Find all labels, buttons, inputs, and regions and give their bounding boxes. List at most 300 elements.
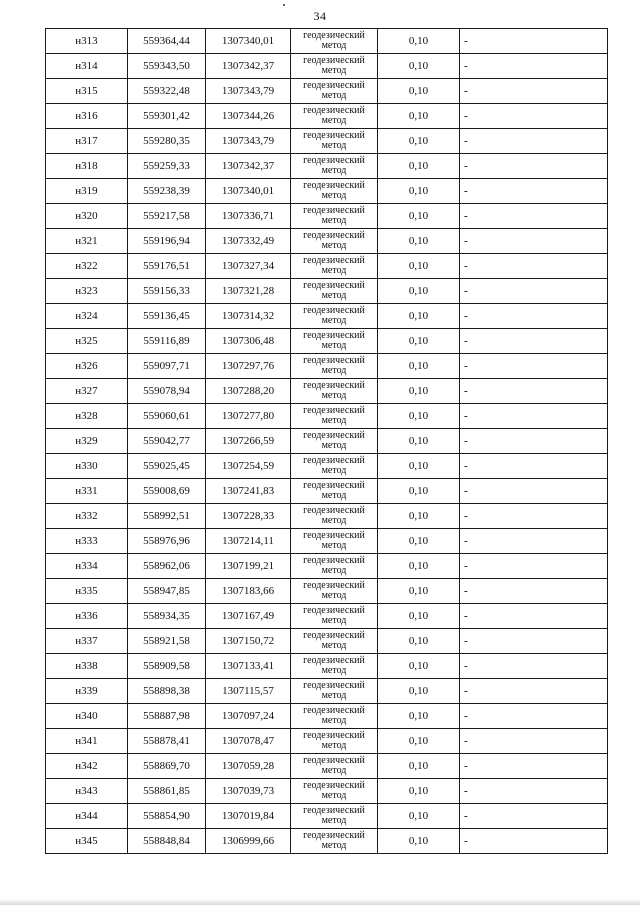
x-coordinate-cell: 559060,61 xyxy=(128,404,206,429)
method-cell xyxy=(291,329,378,354)
x-coordinate-cell: 558869,70 xyxy=(128,754,206,779)
method-line-1: геодезический xyxy=(303,730,365,741)
method-line-1: геодезический xyxy=(303,355,365,366)
method-cell xyxy=(291,754,378,779)
point-number-cell: н324 xyxy=(46,304,128,329)
table-row xyxy=(46,729,608,754)
note-cell: - xyxy=(460,129,608,154)
accuracy-cell: 0,10 xyxy=(378,229,460,254)
point-number-cell: н323 xyxy=(46,279,128,304)
point-number-cell: н326 xyxy=(46,354,128,379)
y-coordinate-cell: 1307254,59 xyxy=(206,454,291,479)
point-number-cell: н330 xyxy=(46,454,128,479)
x-coordinate-cell: 558854,90 xyxy=(128,804,206,829)
note-cell: - xyxy=(460,154,608,179)
method-line-2: метод xyxy=(321,215,347,226)
method-cell xyxy=(291,554,378,579)
table-row xyxy=(46,629,608,654)
method-line-1: геодезический xyxy=(303,505,365,516)
method-line-1: геодезический xyxy=(303,405,365,416)
method-cell xyxy=(291,629,378,654)
point-number-cell: н337 xyxy=(46,629,128,654)
method-line-1: геодезический xyxy=(303,280,365,291)
accuracy-cell: 0,10 xyxy=(378,279,460,304)
page-bottom-edge xyxy=(0,899,640,905)
accuracy-cell: 0,10 xyxy=(378,29,460,54)
accuracy-cell: 0,10 xyxy=(378,329,460,354)
y-coordinate-cell: 1306999,66 xyxy=(206,829,291,854)
y-coordinate-cell: 1307297,76 xyxy=(206,354,291,379)
table-row xyxy=(46,254,608,279)
accuracy-cell: 0,10 xyxy=(378,529,460,554)
table-row xyxy=(46,79,608,104)
point-number-cell: н317 xyxy=(46,129,128,154)
method-line-2: метод xyxy=(321,315,347,326)
accuracy-cell: 0,10 xyxy=(378,354,460,379)
method-line-1: геодезический xyxy=(303,255,365,266)
note-cell: - xyxy=(460,754,608,779)
note-cell: - xyxy=(460,629,608,654)
x-coordinate-cell: 559364,44 xyxy=(128,29,206,54)
table-row xyxy=(46,829,608,854)
x-coordinate-cell: 558887,98 xyxy=(128,704,206,729)
method-line-1: геодезический xyxy=(303,805,365,816)
method-cell xyxy=(291,804,378,829)
point-number-cell: н328 xyxy=(46,404,128,429)
method-line-1: геодезический xyxy=(303,530,365,541)
method-line-2: метод xyxy=(321,490,347,501)
point-number-cell: н327 xyxy=(46,379,128,404)
note-cell: - xyxy=(460,529,608,554)
method-line-2: метод xyxy=(321,390,347,401)
x-coordinate-cell: 559097,71 xyxy=(128,354,206,379)
method-line-1: геодезический xyxy=(303,180,365,191)
method-line-1: геодезический xyxy=(303,105,365,116)
method-line-2: метод xyxy=(321,465,347,476)
x-coordinate-cell: 559238,39 xyxy=(128,179,206,204)
y-coordinate-cell: 1307150,72 xyxy=(206,629,291,654)
method-line-1: геодезический xyxy=(303,705,365,716)
note-cell: - xyxy=(460,329,608,354)
method-cell xyxy=(291,529,378,554)
note-cell: - xyxy=(460,504,608,529)
accuracy-cell: 0,10 xyxy=(378,779,460,804)
y-coordinate-cell: 1307336,71 xyxy=(206,204,291,229)
y-coordinate-cell: 1307343,79 xyxy=(206,129,291,154)
note-cell: - xyxy=(460,579,608,604)
x-coordinate-cell: 558861,85 xyxy=(128,779,206,804)
y-coordinate-cell: 1307266,59 xyxy=(206,429,291,454)
method-line-1: геодезический xyxy=(303,455,365,466)
method-cell xyxy=(291,104,378,129)
method-line-1: геодезический xyxy=(303,330,365,341)
table-row xyxy=(46,404,608,429)
note-cell: - xyxy=(460,829,608,854)
method-line-2: метод xyxy=(321,740,347,751)
table-row xyxy=(46,379,608,404)
point-number-cell: н340 xyxy=(46,704,128,729)
note-cell: - xyxy=(460,554,608,579)
method-cell xyxy=(291,404,378,429)
x-coordinate-cell: 559136,45 xyxy=(128,304,206,329)
method-line-1: геодезический xyxy=(303,230,365,241)
method-line-2: метод xyxy=(321,115,347,126)
y-coordinate-cell: 1307342,37 xyxy=(206,54,291,79)
point-number-cell: н341 xyxy=(46,729,128,754)
accuracy-cell: 0,10 xyxy=(378,179,460,204)
note-cell: - xyxy=(460,679,608,704)
accuracy-cell: 0,10 xyxy=(378,154,460,179)
note-cell: - xyxy=(460,354,608,379)
accuracy-cell: 0,10 xyxy=(378,654,460,679)
y-coordinate-cell: 1307332,49 xyxy=(206,229,291,254)
x-coordinate-cell: 559343,50 xyxy=(128,54,206,79)
method-cell xyxy=(291,154,378,179)
coordinates-table xyxy=(45,28,608,854)
note-cell: - xyxy=(460,204,608,229)
method-line-2: метод xyxy=(321,40,347,51)
point-number-cell: н315 xyxy=(46,79,128,104)
accuracy-cell: 0,10 xyxy=(378,629,460,654)
method-line-1: геодезический xyxy=(303,55,365,66)
note-cell: - xyxy=(460,604,608,629)
x-coordinate-cell: 559042,77 xyxy=(128,429,206,454)
table-row xyxy=(46,179,608,204)
y-coordinate-cell: 1307288,20 xyxy=(206,379,291,404)
method-line-1: геодезический xyxy=(303,655,365,666)
method-line-2: метод xyxy=(321,165,347,176)
note-cell: - xyxy=(460,179,608,204)
note-cell: - xyxy=(460,79,608,104)
method-cell xyxy=(291,54,378,79)
note-cell: - xyxy=(460,804,608,829)
method-line-2: метод xyxy=(321,615,347,626)
point-number-cell: н345 xyxy=(46,829,128,854)
accuracy-cell: 0,10 xyxy=(378,304,460,329)
method-line-1: геодезический xyxy=(303,480,365,491)
method-cell xyxy=(291,179,378,204)
x-coordinate-cell: 559259,33 xyxy=(128,154,206,179)
method-line-2: метод xyxy=(321,340,347,351)
note-cell: - xyxy=(460,229,608,254)
accuracy-cell: 0,10 xyxy=(378,104,460,129)
method-cell xyxy=(291,479,378,504)
method-cell xyxy=(291,279,378,304)
point-number-cell: н333 xyxy=(46,529,128,554)
y-coordinate-cell: 1307214,11 xyxy=(206,529,291,554)
accuracy-cell: 0,10 xyxy=(378,554,460,579)
y-coordinate-cell: 1307097,24 xyxy=(206,704,291,729)
method-cell xyxy=(291,429,378,454)
x-coordinate-cell: 559301,42 xyxy=(128,104,206,129)
accuracy-cell: 0,10 xyxy=(378,204,460,229)
method-line-2: метод xyxy=(321,640,347,651)
method-line-1: геодезический xyxy=(303,380,365,391)
point-number-cell: н318 xyxy=(46,154,128,179)
method-line-1: геодезический xyxy=(303,755,365,766)
y-coordinate-cell: 1307340,01 xyxy=(206,29,291,54)
method-line-2: метод xyxy=(321,290,347,301)
method-line-2: метод xyxy=(321,140,347,151)
table-row xyxy=(46,129,608,154)
y-coordinate-cell: 1307277,80 xyxy=(206,404,291,429)
note-cell: - xyxy=(460,379,608,404)
y-coordinate-cell: 1307306,48 xyxy=(206,329,291,354)
x-coordinate-cell: 559322,48 xyxy=(128,79,206,104)
table-row xyxy=(46,754,608,779)
method-line-2: метод xyxy=(321,240,347,251)
method-cell xyxy=(291,304,378,329)
accuracy-cell: 0,10 xyxy=(378,129,460,154)
page-number: 34 xyxy=(313,9,327,23)
x-coordinate-cell: 558962,06 xyxy=(128,554,206,579)
table-row xyxy=(46,679,608,704)
method-line-1: геодезический xyxy=(303,630,365,641)
note-cell: - xyxy=(460,54,608,79)
x-coordinate-cell: 559078,94 xyxy=(128,379,206,404)
method-line-1: геодезический xyxy=(303,155,365,166)
x-coordinate-cell: 558947,85 xyxy=(128,579,206,604)
method-line-1: геодезический xyxy=(303,605,365,616)
y-coordinate-cell: 1307115,57 xyxy=(206,679,291,704)
accuracy-cell: 0,10 xyxy=(378,404,460,429)
method-cell xyxy=(291,779,378,804)
accuracy-cell: 0,10 xyxy=(378,804,460,829)
accuracy-cell: 0,10 xyxy=(378,729,460,754)
note-cell: - xyxy=(460,279,608,304)
y-coordinate-cell: 1307228,33 xyxy=(206,504,291,529)
point-number-cell: н329 xyxy=(46,429,128,454)
method-line-2: метод xyxy=(321,565,347,576)
note-cell: - xyxy=(460,704,608,729)
method-line-2: метод xyxy=(321,515,347,526)
method-cell xyxy=(291,829,378,854)
x-coordinate-cell: 558898,38 xyxy=(128,679,206,704)
y-coordinate-cell: 1307314,32 xyxy=(206,304,291,329)
table-row xyxy=(46,354,608,379)
method-cell xyxy=(291,504,378,529)
point-number-cell: н344 xyxy=(46,804,128,829)
y-coordinate-cell: 1307342,37 xyxy=(206,154,291,179)
method-cell xyxy=(291,604,378,629)
note-cell: - xyxy=(460,429,608,454)
method-cell xyxy=(291,729,378,754)
method-line-2: метод xyxy=(321,90,347,101)
y-coordinate-cell: 1307059,28 xyxy=(206,754,291,779)
accuracy-cell: 0,10 xyxy=(378,429,460,454)
accuracy-cell: 0,10 xyxy=(378,479,460,504)
accuracy-cell: 0,10 xyxy=(378,754,460,779)
point-number-cell: н314 xyxy=(46,54,128,79)
table-row xyxy=(46,554,608,579)
method-line-1: геодезический xyxy=(303,30,365,41)
accuracy-cell: 0,10 xyxy=(378,704,460,729)
x-coordinate-cell: 559156,33 xyxy=(128,279,206,304)
method-cell xyxy=(291,679,378,704)
method-cell xyxy=(291,29,378,54)
method-line-1: геодезический xyxy=(303,80,365,91)
method-line-2: метод xyxy=(321,415,347,426)
table-row xyxy=(46,329,608,354)
method-line-2: метод xyxy=(321,365,347,376)
x-coordinate-cell: 559025,45 xyxy=(128,454,206,479)
method-line-1: геодезический xyxy=(303,830,365,841)
note-cell: - xyxy=(460,729,608,754)
y-coordinate-cell: 1307039,73 xyxy=(206,779,291,804)
method-cell xyxy=(291,654,378,679)
y-coordinate-cell: 1307183,66 xyxy=(206,579,291,604)
method-cell xyxy=(291,254,378,279)
x-coordinate-cell: 558992,51 xyxy=(128,504,206,529)
y-coordinate-cell: 1307321,28 xyxy=(206,279,291,304)
method-cell xyxy=(291,204,378,229)
method-line-2: метод xyxy=(321,190,347,201)
point-number-cell: н334 xyxy=(46,554,128,579)
method-cell xyxy=(291,79,378,104)
x-coordinate-cell: 558976,96 xyxy=(128,529,206,554)
note-cell: - xyxy=(460,654,608,679)
x-coordinate-cell: 559116,89 xyxy=(128,329,206,354)
note-cell: - xyxy=(460,254,608,279)
x-coordinate-cell: 559008,69 xyxy=(128,479,206,504)
method-cell xyxy=(291,354,378,379)
table-row xyxy=(46,479,608,504)
method-line-2: метод xyxy=(321,590,347,601)
method-line-2: метод xyxy=(321,690,347,701)
y-coordinate-cell: 1307199,21 xyxy=(206,554,291,579)
y-coordinate-cell: 1307343,79 xyxy=(206,79,291,104)
table-row xyxy=(46,529,608,554)
x-coordinate-cell: 559217,58 xyxy=(128,204,206,229)
note-cell: - xyxy=(460,454,608,479)
accuracy-cell: 0,10 xyxy=(378,504,460,529)
table-row xyxy=(46,454,608,479)
method-line-2: метод xyxy=(321,440,347,451)
point-number-cell: н336 xyxy=(46,604,128,629)
method-line-1: геодезический xyxy=(303,555,365,566)
y-coordinate-cell: 1307344,26 xyxy=(206,104,291,129)
method-line-2: метод xyxy=(321,790,347,801)
table-row xyxy=(46,29,608,54)
x-coordinate-cell: 559196,94 xyxy=(128,229,206,254)
method-cell xyxy=(291,229,378,254)
accuracy-cell: 0,10 xyxy=(378,79,460,104)
method-line-2: метод xyxy=(321,265,347,276)
x-coordinate-cell: 558934,35 xyxy=(128,604,206,629)
accuracy-cell: 0,10 xyxy=(378,604,460,629)
point-number-cell: н332 xyxy=(46,504,128,529)
table-row xyxy=(46,204,608,229)
accuracy-cell: 0,10 xyxy=(378,379,460,404)
point-number-cell: н343 xyxy=(46,779,128,804)
table-row xyxy=(46,229,608,254)
point-number-cell: н313 xyxy=(46,29,128,54)
table-row xyxy=(46,504,608,529)
method-line-2: метод xyxy=(321,840,347,851)
point-number-cell: н338 xyxy=(46,654,128,679)
accuracy-cell: 0,10 xyxy=(378,454,460,479)
point-number-cell: н321 xyxy=(46,229,128,254)
method-line-1: геодезический xyxy=(303,430,365,441)
accuracy-cell: 0,10 xyxy=(378,254,460,279)
note-cell: - xyxy=(460,479,608,504)
table-row xyxy=(46,604,608,629)
method-line-2: метод xyxy=(321,665,347,676)
table-row xyxy=(46,429,608,454)
point-number-cell: н342 xyxy=(46,754,128,779)
method-line-1: геодезический xyxy=(303,580,365,591)
method-line-1: геодезический xyxy=(303,205,365,216)
method-cell xyxy=(291,579,378,604)
table-row xyxy=(46,804,608,829)
point-number-cell: н322 xyxy=(46,254,128,279)
method-line-2: метод xyxy=(321,815,347,826)
note-cell: - xyxy=(460,104,608,129)
method-cell xyxy=(291,704,378,729)
accuracy-cell: 0,10 xyxy=(378,679,460,704)
accuracy-cell: 0,10 xyxy=(378,579,460,604)
point-number-cell: н331 xyxy=(46,479,128,504)
method-line-2: метод xyxy=(321,765,347,776)
x-coordinate-cell: 559176,51 xyxy=(128,254,206,279)
method-cell xyxy=(291,454,378,479)
method-line-1: геодезический xyxy=(303,130,365,141)
y-coordinate-cell: 1307327,34 xyxy=(206,254,291,279)
table-row xyxy=(46,304,608,329)
accuracy-cell: 0,10 xyxy=(378,829,460,854)
table-row xyxy=(46,704,608,729)
method-cell xyxy=(291,129,378,154)
x-coordinate-cell: 558909,58 xyxy=(128,654,206,679)
coordinates-table-body xyxy=(46,29,608,854)
y-coordinate-cell: 1307078,47 xyxy=(206,729,291,754)
point-number-cell: н335 xyxy=(46,579,128,604)
note-cell: - xyxy=(460,29,608,54)
method-cell xyxy=(291,379,378,404)
y-coordinate-cell: 1307019,84 xyxy=(206,804,291,829)
table-row xyxy=(46,54,608,79)
method-line-1: геодезический xyxy=(303,305,365,316)
x-coordinate-cell: 558878,41 xyxy=(128,729,206,754)
table-row xyxy=(46,654,608,679)
table-row xyxy=(46,104,608,129)
y-coordinate-cell: 1307167,49 xyxy=(206,604,291,629)
y-coordinate-cell: 1307241,83 xyxy=(206,479,291,504)
x-coordinate-cell: 558848,84 xyxy=(128,829,206,854)
table-row xyxy=(46,279,608,304)
accuracy-cell: 0,10 xyxy=(378,54,460,79)
point-number-cell: н319 xyxy=(46,179,128,204)
point-number-cell: н325 xyxy=(46,329,128,354)
point-number-cell: н339 xyxy=(46,679,128,704)
note-cell: - xyxy=(460,304,608,329)
method-line-2: метод xyxy=(321,65,347,76)
table-row xyxy=(46,154,608,179)
note-cell: - xyxy=(460,404,608,429)
table-row xyxy=(46,779,608,804)
table-row xyxy=(46,579,608,604)
method-line-1: геодезический xyxy=(303,680,365,691)
method-line-2: метод xyxy=(321,715,347,726)
x-coordinate-cell: 558921,58 xyxy=(128,629,206,654)
point-number-cell: н316 xyxy=(46,104,128,129)
y-coordinate-cell: 1307340,01 xyxy=(206,179,291,204)
y-coordinate-cell: 1307133,41 xyxy=(206,654,291,679)
x-coordinate-cell: 559280,35 xyxy=(128,129,206,154)
note-cell: - xyxy=(460,779,608,804)
method-line-1: геодезический xyxy=(303,780,365,791)
point-number-cell: н320 xyxy=(46,204,128,229)
